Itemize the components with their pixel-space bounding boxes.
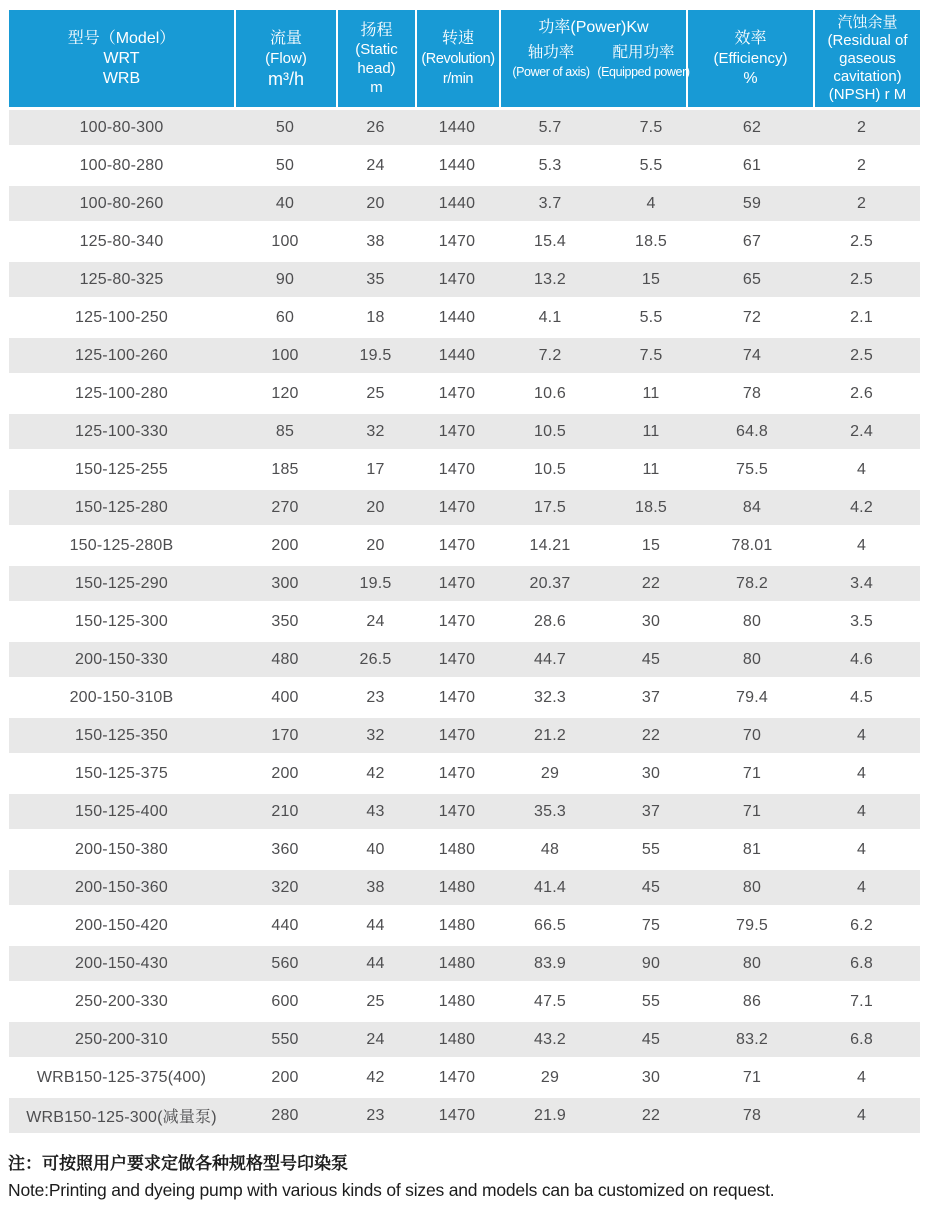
cell-head_m: 32 [366,422,385,440]
cell-power_equipped_kw: 11 [642,460,660,478]
npsh-header-en1: (Residual of [827,31,908,49]
cell-head_m: 24 [366,1030,385,1048]
model-header-zh: 型号（Model） [67,29,176,47]
col-header-power-equipped [597,42,690,80]
cell-power_axis_kw: 13.2 [534,270,566,288]
cell-power_equipped_kw: 15 [641,536,661,554]
flow-header-zh: 流量 [269,29,302,47]
cell-power_axis_kw: 4.1 [538,308,562,326]
cell-model: 150-125-300 [75,612,168,630]
cell-model: 100-80-260 [79,194,164,212]
cell-flow_m3h: 60 [275,308,295,326]
cell-power_equipped_kw: 22 [641,1106,661,1124]
cell-power_axis_kw: 14.21 [529,536,571,554]
cell-power_axis_kw: 48 [540,840,560,858]
cell-power_axis_kw: 5.7 [538,118,562,136]
cell-power_equipped_kw: 22 [641,574,661,592]
cell-power_equipped_kw: 4 [646,194,656,212]
table-row [9,1098,920,1133]
cell-revolution_rmin: 1470 [438,688,476,706]
cell-flow_m3h: 200 [271,764,299,782]
cell-revolution_rmin: 1480 [438,992,476,1010]
cell-efficiency_pct: 71 [742,1068,762,1086]
cell-power_equipped_kw: 45 [641,650,661,668]
cell-power_axis_kw: 21.2 [534,726,566,744]
cell-head_m: 44 [366,916,385,934]
cell-efficiency_pct: 75.5 [736,460,768,478]
cell-power_axis_kw: 10.6 [534,384,566,402]
cell-model: 250-200-310 [75,1030,168,1048]
power-equipped-en: (Equipped power) [597,65,690,79]
cell-npsh_m: 3.5 [850,612,873,630]
table-row [9,300,920,335]
cell-flow_m3h: 100 [271,346,299,364]
cell-revolution_rmin: 1480 [438,954,476,972]
footnote [8,1150,938,1204]
col-header-flow [234,10,336,107]
cell-efficiency_pct: 65 [742,270,762,288]
cell-head_m: 42 [366,1068,385,1086]
cell-power_equipped_kw: 5.5 [639,308,663,326]
cell-power_axis_kw: 29 [540,764,560,782]
cell-efficiency_pct: 59 [742,194,762,212]
table-row [9,832,920,867]
cell-power_axis_kw: 28.6 [534,612,566,630]
head-header-en1: (Static [355,40,398,58]
cell-efficiency_pct: 79.5 [736,916,768,934]
cell-head_m: 43 [366,802,385,820]
cell-flow_m3h: 300 [271,574,299,592]
table-row [9,262,920,297]
table-row [9,680,920,715]
cell-power_equipped_kw: 30 [641,1068,661,1086]
cell-npsh_m: 2.1 [850,308,873,326]
cell-power_axis_kw: 3.7 [538,194,562,212]
cell-npsh_m: 6.8 [850,954,873,972]
cell-power_axis_kw: 15.4 [534,232,566,250]
cell-power_axis_kw: 21.9 [534,1106,566,1124]
table-row [9,1022,920,1057]
cell-model: 200-150-360 [75,878,168,896]
cell-npsh_m: 6.2 [850,916,873,934]
rev-header-unit: r/min [442,70,474,87]
cell-flow_m3h: 170 [271,726,299,744]
table-row [9,148,920,183]
cell-flow_m3h: 40 [275,194,295,212]
cell-power_equipped_kw: 45 [641,1030,661,1048]
col-header-revolution [415,10,499,107]
cell-model: 100-80-300 [79,118,164,136]
cell-npsh_m: 2.6 [850,384,873,402]
table-row [9,224,920,259]
cell-flow_m3h: 270 [271,498,299,516]
table-row [9,566,920,601]
cell-head_m: 26 [366,118,385,136]
cell-npsh_m: 4 [856,536,867,554]
cell-power_equipped_kw: 22 [641,726,661,744]
cell-efficiency_pct: 64.8 [736,422,768,440]
power-group-title: 功率(Power)Kw [538,19,649,36]
cell-power_axis_kw: 20.37 [529,574,571,592]
table-row [9,642,920,677]
col-header-npsh [813,10,920,107]
cell-revolution_rmin: 1440 [438,118,476,136]
cell-power_axis_kw: 17.5 [534,498,566,516]
cell-model: 150-125-290 [75,574,168,592]
cell-revolution_rmin: 1470 [438,612,476,630]
cell-power_equipped_kw: 15 [641,270,661,288]
cell-efficiency_pct: 72 [742,308,762,326]
table-row [9,110,920,145]
col-header-power-group [499,10,690,107]
cell-power_axis_kw: 29 [540,1068,560,1086]
cell-model: 200-150-420 [75,916,168,934]
cell-flow_m3h: 50 [275,156,295,174]
footnote-zh: 注：可按照用户要求定做各种规格型号印染泵 [8,1154,348,1173]
cell-npsh_m: 7.1 [850,992,873,1010]
cell-flow_m3h: 200 [271,1068,299,1086]
table-row [9,756,920,791]
table-row [9,794,920,829]
cell-flow_m3h: 350 [271,612,299,630]
cell-head_m: 32 [366,726,385,744]
cell-power_axis_kw: 43.2 [534,1030,566,1048]
cell-head_m: 35 [366,270,385,288]
cell-revolution_rmin: 1470 [438,726,476,744]
cell-flow_m3h: 100 [271,232,299,250]
cell-revolution_rmin: 1480 [438,840,476,858]
cell-flow_m3h: 440 [271,916,299,934]
cell-revolution_rmin: 1470 [438,536,476,554]
eff-header-zh: 效率 [734,29,767,47]
cell-efficiency_pct: 71 [742,802,762,820]
table-row [9,946,920,981]
cell-npsh_m: 4 [856,802,867,820]
cell-revolution_rmin: 1470 [438,384,476,402]
cell-efficiency_pct: 62 [742,118,762,136]
cell-model: 200-150-430 [75,954,168,972]
cell-head_m: 25 [366,992,385,1010]
cell-head_m: 40 [366,840,385,858]
cell-power_axis_kw: 83.9 [534,954,566,972]
table-row [9,338,920,373]
cell-head_m: 19.5 [359,346,392,364]
cell-revolution_rmin: 1440 [438,308,476,326]
col-header-power-axis [501,42,601,80]
cell-model: 150-125-375 [75,764,168,782]
cell-power_equipped_kw: 45 [641,878,661,896]
cell-npsh_m: 4 [856,460,867,478]
model-header-wrt: WRT [103,49,140,67]
cell-npsh_m: 4.5 [850,688,873,706]
cell-model: 250-200-330 [75,992,168,1010]
cell-power_axis_kw: 7.2 [538,346,562,364]
cell-npsh_m: 4.2 [850,498,873,516]
cell-power_axis_kw: 10.5 [534,460,566,478]
cell-revolution_rmin: 1470 [438,764,476,782]
power-subheaders [501,42,690,80]
cell-head_m: 18 [366,308,385,326]
table-body [9,110,920,1133]
cell-power_equipped_kw: 11 [642,422,660,440]
cell-efficiency_pct: 80 [742,650,762,668]
cell-head_m: 20 [366,536,385,554]
cell-flow_m3h: 560 [271,954,299,972]
cell-head_m: 38 [366,232,385,250]
head-header-en2: head) [357,59,396,77]
cell-flow_m3h: 550 [271,1030,299,1048]
cell-flow_m3h: 400 [271,688,299,706]
table-row [9,984,920,1019]
cell-flow_m3h: 320 [271,878,299,896]
cell-npsh_m: 6.8 [850,1030,873,1048]
cell-head_m: 24 [366,612,385,630]
cell-revolution_rmin: 1470 [438,498,476,516]
cell-npsh_m: 2 [856,118,867,136]
cell-power_equipped_kw: 18.5 [635,498,667,516]
cell-model: WRB150-125-300(减量泵) [26,1109,217,1126]
cell-revolution_rmin: 1470 [438,422,476,440]
cell-flow_m3h: 200 [271,536,299,554]
cell-revolution_rmin: 1470 [438,574,476,592]
cell-revolution_rmin: 1470 [438,1106,476,1124]
cell-efficiency_pct: 67 [742,232,762,250]
cell-revolution_rmin: 1480 [438,1030,476,1048]
cell-npsh_m: 4 [856,878,867,896]
cell-power_equipped_kw: 5.5 [639,156,663,174]
cell-efficiency_pct: 74 [742,346,762,364]
cell-revolution_rmin: 1480 [438,878,476,896]
cell-power_axis_kw: 41.4 [534,878,566,896]
model-header-wrb: WRB [102,69,141,87]
cell-head_m: 26.5 [359,650,392,668]
cell-model: 150-125-280B [69,536,174,554]
cell-efficiency_pct: 86 [742,992,762,1010]
cell-efficiency_pct: 78.01 [731,536,773,554]
cell-efficiency_pct: 84 [742,498,762,516]
cell-model: 200-150-310B [69,688,174,706]
cell-power_axis_kw: 35.3 [534,802,566,820]
cell-model: 150-125-400 [75,802,168,820]
col-header-efficiency [686,10,813,107]
cell-npsh_m: 2.5 [850,232,873,250]
cell-head_m: 25 [366,384,385,402]
cell-power_axis_kw: 66.5 [534,916,566,934]
cell-efficiency_pct: 70 [742,726,762,744]
cell-revolution_rmin: 1480 [438,916,476,934]
rev-header-en: (Revolution) [421,50,495,67]
cell-flow_m3h: 360 [271,840,299,858]
npsh-header-en2: gaseous [839,49,896,67]
cell-efficiency_pct: 80 [742,954,762,972]
head-header-unit: m [370,78,383,96]
cell-revolution_rmin: 1470 [438,460,476,478]
cell-efficiency_pct: 61 [742,156,762,174]
footnote-en: Note:Printing and dyeing pump with various kinds of sizes and models can ba customized on request. [8,1180,775,1200]
flow-header-en: (Flow) [265,49,307,67]
cell-head_m: 23 [366,688,385,706]
cell-flow_m3h: 85 [275,422,295,440]
cell-npsh_m: 2.5 [850,346,873,364]
cell-power_equipped_kw: 55 [641,992,661,1010]
cell-power_equipped_kw: 11 [642,384,660,402]
power-axis-zh: 轴功率 [527,44,575,61]
table-row [9,1060,920,1095]
pump-spec-table [9,10,920,1136]
table-header [9,10,920,107]
cell-revolution_rmin: 1440 [438,194,476,212]
cell-model: 125-80-340 [79,232,164,250]
cell-model: 200-150-330 [75,650,168,668]
cell-flow_m3h: 480 [271,650,299,668]
cell-flow_m3h: 185 [271,460,299,478]
cell-revolution_rmin: 1440 [438,156,476,174]
cell-head_m: 44 [366,954,385,972]
cell-npsh_m: 4 [856,764,867,782]
col-header-model [9,10,234,107]
cell-flow_m3h: 210 [271,802,299,820]
npsh-header-zh: 汽蚀余量 [837,13,898,31]
cell-head_m: 20 [366,498,385,516]
cell-power_equipped_kw: 37 [641,802,661,820]
cell-head_m: 42 [366,764,385,782]
table-row [9,376,920,411]
cell-flow_m3h: 50 [275,118,295,136]
cell-power_axis_kw: 44.7 [534,650,566,668]
eff-header-en: (Efficiency) [713,49,788,67]
table-row [9,414,920,449]
cell-npsh_m: 2.5 [850,270,873,288]
cell-model: WRB150-125-375(400) [36,1068,207,1086]
table-row [9,528,920,563]
cell-model: 150-125-350 [75,726,168,744]
cell-power_axis_kw: 10.5 [534,422,566,440]
cell-npsh_m: 2 [856,194,867,212]
cell-flow_m3h: 280 [271,1106,299,1124]
cell-efficiency_pct: 83.2 [736,1030,768,1048]
col-header-static-head [336,10,415,107]
cell-efficiency_pct: 78 [742,384,762,402]
power-axis-en: (Power of axis) [512,65,590,79]
cell-revolution_rmin: 1440 [438,346,476,364]
table-row [9,908,920,943]
table-row [9,186,920,221]
table-row [9,604,920,639]
cell-model: 125-100-250 [75,308,168,326]
cell-efficiency_pct: 78.2 [736,574,768,592]
cell-model: 150-125-255 [75,460,168,478]
cell-npsh_m: 4 [856,1106,867,1124]
cell-head_m: 19.5 [359,574,392,592]
head-header-zh: 扬程 [360,21,393,39]
cell-power_equipped_kw: 90 [641,954,661,972]
cell-npsh_m: 4 [856,1068,867,1086]
cell-model: 125-100-260 [75,346,168,364]
npsh-header-unit: (NPSH) r M [828,85,907,103]
cell-flow_m3h: 600 [271,992,299,1010]
cell-head_m: 38 [366,878,385,896]
cell-efficiency_pct: 79.4 [736,688,768,706]
table-row [9,870,920,905]
cell-flow_m3h: 120 [271,384,299,402]
cell-npsh_m: 2.4 [850,422,873,440]
cell-power_equipped_kw: 7.5 [639,118,663,136]
table-row [9,718,920,753]
table-row [9,452,920,487]
cell-revolution_rmin: 1470 [438,232,476,250]
flow-header-unit: m³/h [268,68,304,89]
cell-head_m: 17 [366,460,385,478]
cell-power_equipped_kw: 30 [641,764,661,782]
cell-model: 150-125-280 [75,498,168,516]
npsh-header-en3: cavitation) [833,67,902,85]
cell-model: 100-80-280 [79,156,164,174]
cell-model: 125-80-325 [79,270,164,288]
cell-revolution_rmin: 1470 [438,802,476,820]
cell-efficiency_pct: 78 [742,1106,762,1124]
cell-flow_m3h: 90 [275,270,295,288]
cell-revolution_rmin: 1470 [438,1068,476,1086]
cell-model: 125-100-280 [75,384,168,402]
cell-efficiency_pct: 81 [742,840,762,858]
cell-npsh_m: 4.6 [850,650,873,668]
cell-power_axis_kw: 32.3 [534,688,566,706]
cell-efficiency_pct: 80 [742,612,762,630]
cell-npsh_m: 3.4 [850,574,873,592]
cell-npsh_m: 2 [856,156,867,174]
cell-model: 125-100-330 [75,422,168,440]
cell-model: 200-150-380 [75,840,168,858]
cell-power_equipped_kw: 7.5 [639,346,663,364]
cell-npsh_m: 4 [856,840,867,858]
rev-header-zh: 转速 [441,29,474,47]
cell-head_m: 24 [366,156,385,174]
cell-power_equipped_kw: 75 [641,916,661,934]
cell-revolution_rmin: 1470 [438,650,476,668]
power-equipped-zh: 配用功率 [612,44,675,61]
table-row [9,490,920,525]
cell-efficiency_pct: 71 [742,764,762,782]
cell-power_equipped_kw: 30 [641,612,661,630]
cell-power_axis_kw: 47.5 [534,992,566,1010]
cell-head_m: 20 [366,194,385,212]
cell-power_equipped_kw: 37 [641,688,661,706]
cell-power_equipped_kw: 18.5 [635,232,667,250]
cell-head_m: 23 [366,1106,385,1124]
cell-efficiency_pct: 80 [742,878,762,896]
cell-power_equipped_kw: 55 [641,840,661,858]
cell-npsh_m: 4 [856,726,867,744]
cell-power_axis_kw: 5.3 [538,156,562,174]
eff-header-unit: % [743,69,758,87]
cell-revolution_rmin: 1470 [438,270,476,288]
